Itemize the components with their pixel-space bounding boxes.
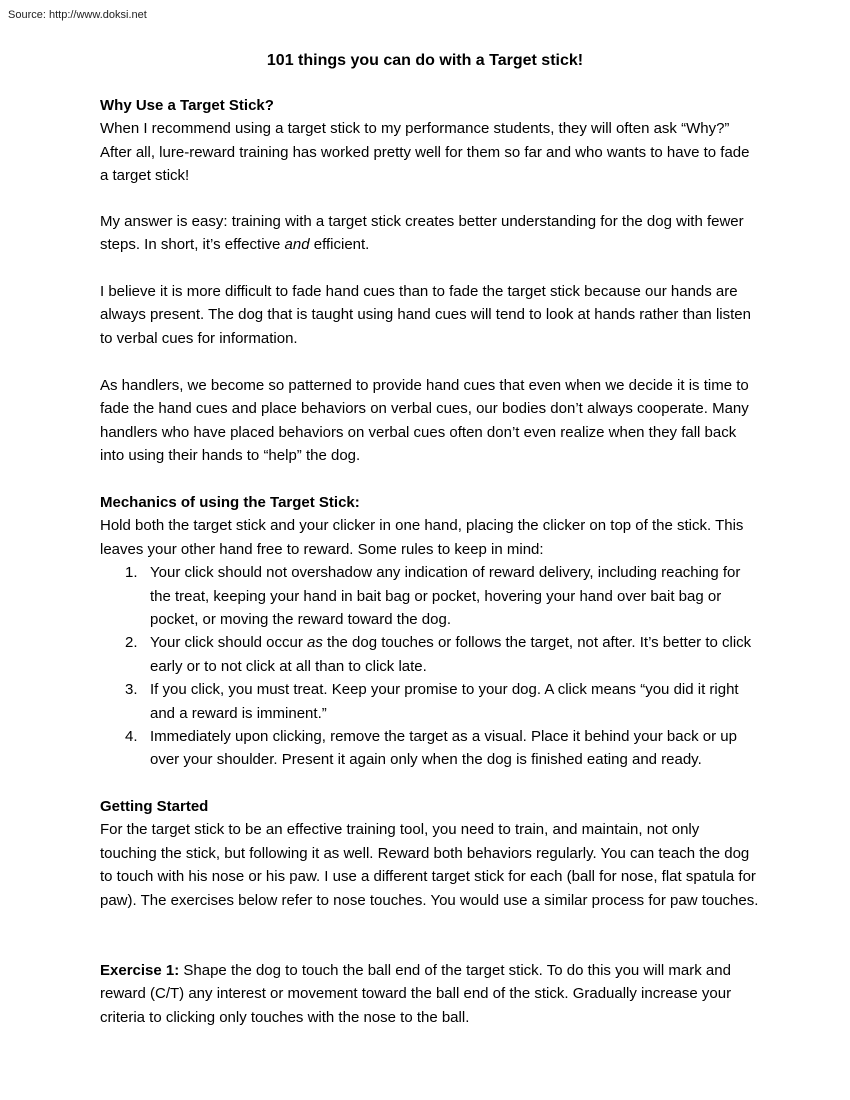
getting-started-section [100,795,760,912]
source-note: Source: http://www.doksi.net [8,9,147,21]
page-title: 101 things you can do with a Target stick! [266,52,584,69]
mechanics-section [100,491,760,772]
rule-text: If you click, you must treat. Keep your promise to your dog. A click means “you did it right and a reward is imminent.” [150,681,739,722]
rule-text: Your click should not overshadow any indication of reward delivery, including reaching for the treat, keeping your hand in bait bag or pocket, hovering your hand over bait bag or pocket, or moving the reward toward the dog. [150,564,741,629]
rule-text-end: the dog touches or follows the target, not after. It’s better to click early or to not click at all than to click late. [150,634,752,675]
rule-text: Immediately upon clicking, remove the target as a visual. Place it behind your back or up over your shoulder. Present it again only when the dog is finished eating and ready. [150,728,737,769]
why-heading: Why Use a Target Stick? [100,97,274,114]
rule-text-start: Your click should occur [150,634,308,652]
rule-number: 2. [125,634,138,652]
why-paragraph-3: I believe it is more difficult to fade hand cues than to fade the target stick because our hands are always present. The dog that is taught using hand cues will tend to look at hands rather than listen to verbal cues for information. [100,283,751,347]
rules-list [100,561,760,772]
rule-item [125,725,760,772]
why-p2-text-end: efficient. [309,236,370,254]
exercise-1-text: Shape the dog to touch the ball end of the target stick. To do this you will mark and reward (C/T) any interest or movement toward the ball end of the stick. Gradually increase your criteria to clicking only touches with the nose to the ball. [100,962,732,1026]
getting-started-heading: Getting Started [100,798,209,815]
why-section [100,94,760,188]
exercise-1-label: Exercise 1: [100,962,180,979]
mechanics-heading: Mechanics of using the Target Stick: [100,494,360,511]
mechanics-intro: Hold both the target stick and your clicker in one hand, placing the clicker on top of the stick. This leaves your other hand free to reward. Some rules to keep in mind: [100,517,744,558]
why-paragraph-2 [100,210,760,257]
why-paragraph-1: When I recommend using a target stick to my performance students, they will often ask “Why?” After all, lure-reward training has worked pretty well for them so far and who wants to have to fade a target stick! [100,120,750,185]
why-p2-emphasis: and [284,236,310,254]
why-p2-text-start: My answer is easy: training with a target stick creates better understanding for the dog with fewer steps. In short, it’s effective [100,213,744,254]
rule-emphasis: as [307,634,323,652]
rule-number: 3. [125,681,138,699]
rule-item [125,678,760,725]
rule-item [125,561,760,631]
why-paragraph-4: As handlers, we become so patterned to provide hand cues that even when we decide it is time to fade the hand cues and place behaviors on verbal cues, our bodies don’t always cooperate. Many handlers who have placed behaviors on verbal cues often don’t even realize when they fall back into using their hands to “help” the dog. [100,377,749,465]
getting-started-paragraph: For the target stick to be an effective training tool, you need to train, and maintain, not only touching the stick, but following it as well. Reward both behaviors regularly. You can teach the dog to touch with his nose or his paw. I use a different target stick for each (ball for nose, flat spatula for paw). The exercises below refer to nose touches. You would use a similar process for paw touches. [100,821,759,909]
rule-number: 4. [125,728,138,746]
rule-item [125,631,760,678]
exercise-1 [100,959,760,1029]
rule-number: 1. [125,564,138,582]
